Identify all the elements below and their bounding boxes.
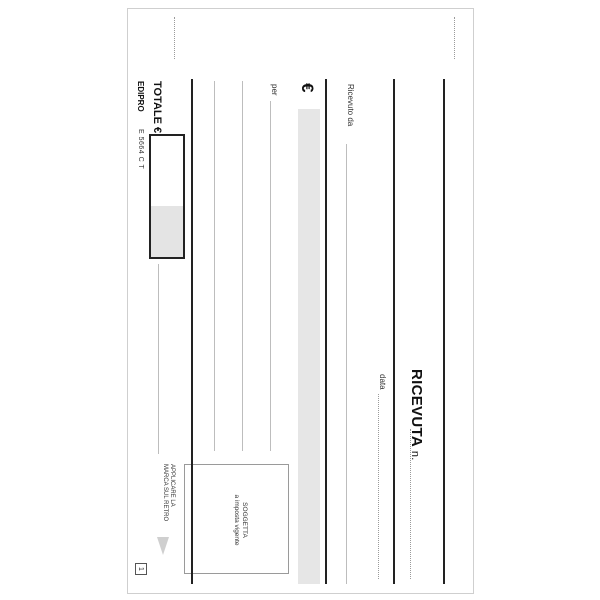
apply-stamp-line-1: APPLICARE LA: [169, 464, 175, 507]
brand-logo: EDIPRO: [136, 81, 145, 112]
date-label: data: [378, 374, 387, 390]
date-line[interactable]: [378, 394, 379, 579]
total-label: TOTALE €: [151, 81, 163, 134]
perforation-mark-top: [454, 17, 455, 59]
purpose-line-1[interactable]: [270, 101, 271, 451]
tax-stamp-line-2: a imposta vigente: [233, 494, 240, 546]
signature-line[interactable]: [158, 264, 159, 454]
title-rule: [393, 79, 395, 584]
spacer: [311, 81, 312, 82]
tax-stamp-text: [232, 465, 248, 575]
received-from-rule: [325, 79, 327, 584]
receipt-title-text: RICEVUTA: [408, 369, 425, 447]
receipt-number-line[interactable]: [410, 429, 411, 579]
tax-stamp-box: [184, 464, 289, 574]
bottom-rule: [191, 79, 193, 584]
apply-stamp-arrow-icon: [157, 537, 169, 555]
tax-stamp-line-1: SOGGETTA: [241, 502, 248, 538]
perforation-mark-bottom: [174, 17, 175, 59]
total-amount-box[interactable]: [149, 134, 185, 259]
purpose-label: per: [270, 84, 279, 96]
purpose-line-3[interactable]: [214, 81, 215, 451]
apply-stamp-label: [161, 464, 175, 521]
received-from-line[interactable]: [346, 144, 347, 584]
amount-field[interactable]: [298, 109, 320, 584]
euro-icon: €: [298, 83, 317, 93]
purpose-line-2[interactable]: [242, 81, 243, 451]
receipt-rotated-content: [128, 9, 475, 595]
receipt-number-label: n.: [409, 450, 421, 461]
product-code: E 5664 C T: [137, 129, 144, 170]
receipt-sheet: [127, 8, 474, 594]
top-rule: [443, 79, 445, 584]
apply-stamp-line-2: MARCA SUL RETRO: [162, 464, 168, 522]
total-amount-fill: [151, 206, 183, 257]
page-number: 1: [135, 563, 147, 575]
received-from-label: Ricevuto da: [346, 84, 355, 127]
